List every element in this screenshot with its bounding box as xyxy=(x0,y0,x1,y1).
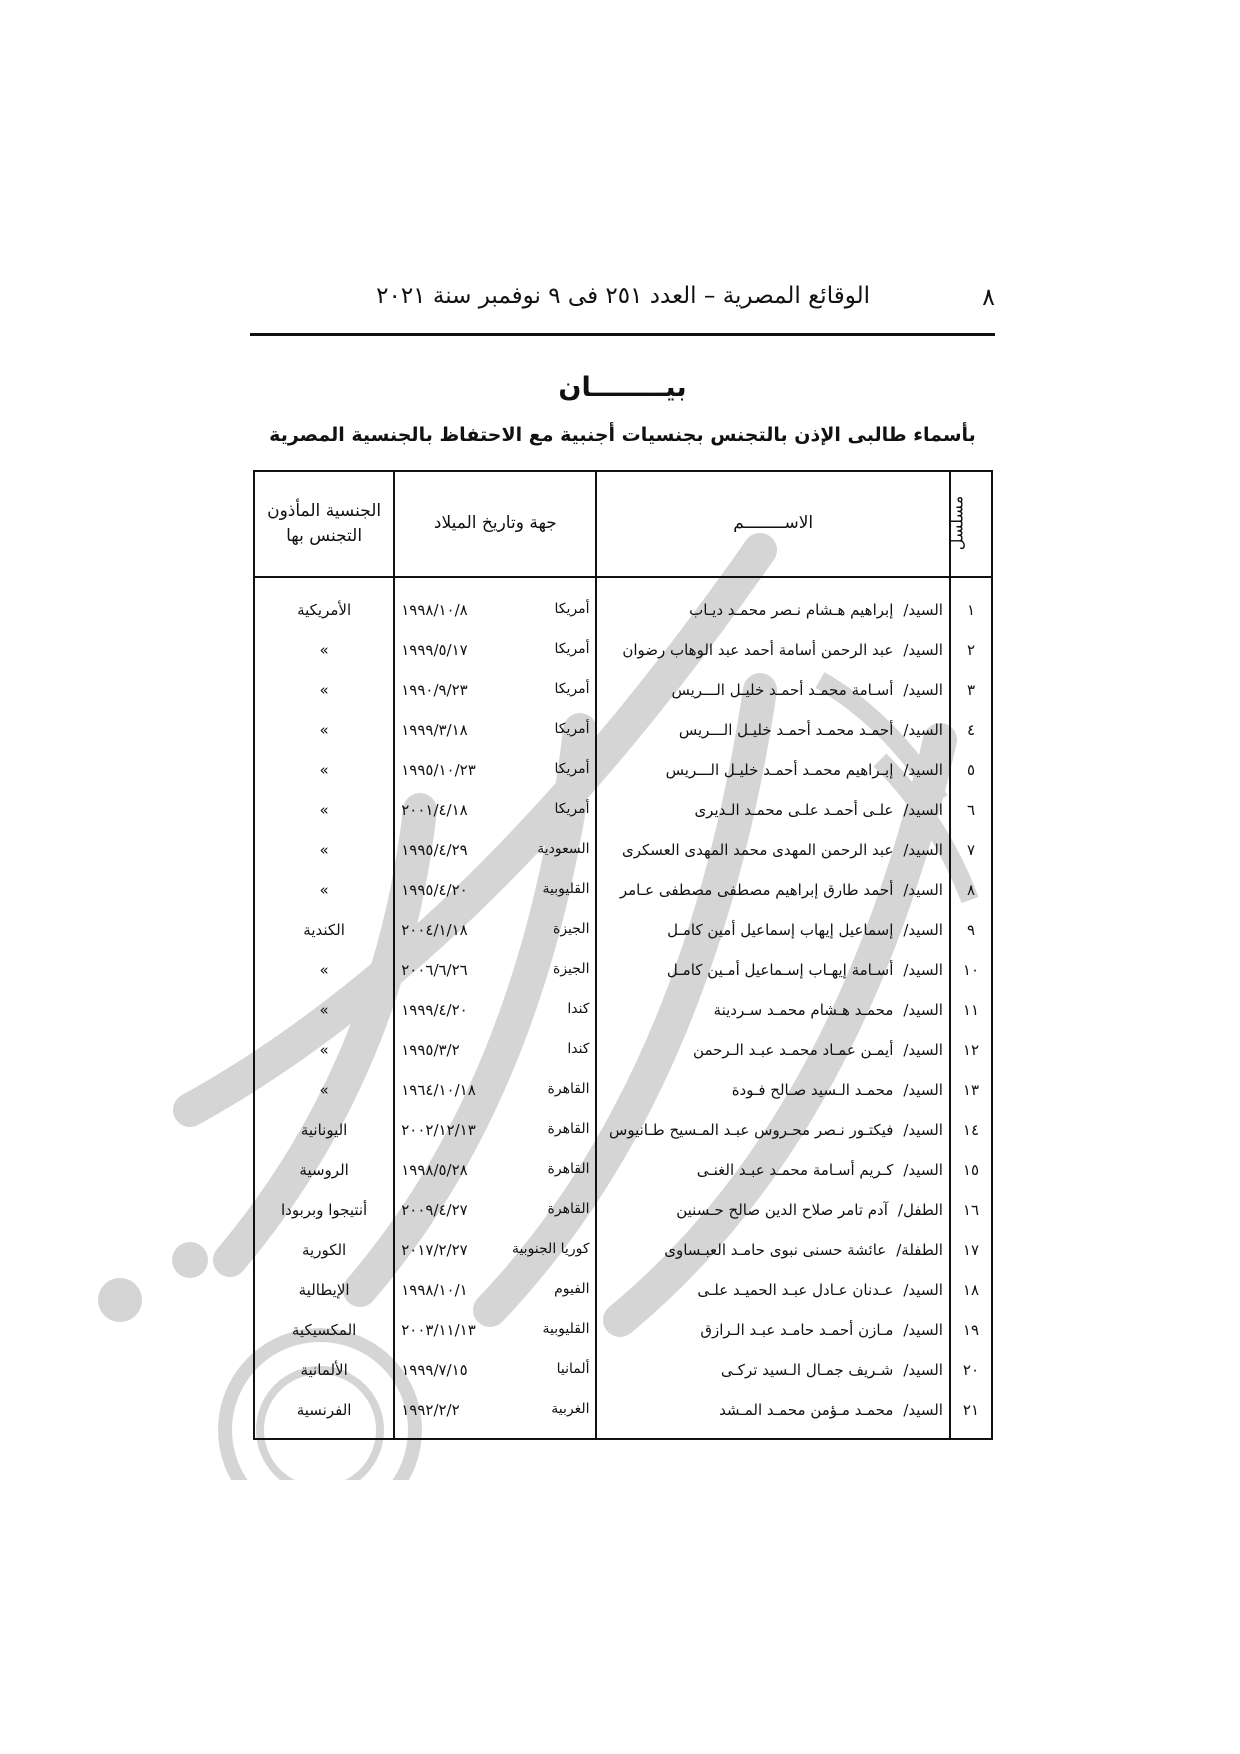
birth-cell xyxy=(394,950,596,990)
birth-date: ٢٠٠٩/٤/٢٧ xyxy=(401,1201,468,1219)
serial-cell: ٦ xyxy=(950,790,992,830)
name-cell xyxy=(596,830,949,870)
birth-place: القاهرة xyxy=(547,1081,590,1097)
table-row xyxy=(254,1230,992,1270)
honorific: السيد/ xyxy=(903,921,943,939)
birth-cell xyxy=(394,710,596,750)
applicant-name: كـريم أسـامة محمـد عبـد الغنـى xyxy=(696,1161,894,1179)
serial-cell: ٩ xyxy=(950,910,992,950)
nationality-cell: الإيطالية xyxy=(254,1270,394,1310)
nationality-cell: الألمانية xyxy=(254,1350,394,1390)
column-header-nationality: الجنسية المأذون التجنس بها xyxy=(254,471,394,577)
honorific: السيد/ xyxy=(903,641,943,659)
nationality-cell: » xyxy=(254,990,394,1030)
honorific: السيد/ xyxy=(903,961,943,979)
birth-cell xyxy=(394,830,596,870)
applicant-name: إسماعيل إيهاب إسماعيل أمين كامـل xyxy=(667,921,894,939)
name-cell xyxy=(596,1070,949,1110)
birth-cell xyxy=(394,990,596,1030)
birth-date: ١٩٩٩/٤/٢٠ xyxy=(401,1001,468,1019)
nationality-cell: » xyxy=(254,950,394,990)
applicant-name: علـى أحمـد علـى محمـد الـديرى xyxy=(694,801,894,819)
honorific: السيد/ xyxy=(903,881,943,899)
applicant-name: أسـامة إيهـاب إسـماعيل أمـين كامـل xyxy=(666,961,894,979)
birth-cell xyxy=(394,1070,596,1110)
name-cell xyxy=(596,910,949,950)
page-number: ٨ xyxy=(982,283,995,311)
name-cell xyxy=(596,1390,949,1439)
nationality-cell: » xyxy=(254,710,394,750)
honorific: السيد/ xyxy=(903,801,943,819)
table-row xyxy=(254,750,992,790)
nationality-cell: » xyxy=(254,1030,394,1070)
nationality-cell: اليونانية xyxy=(254,1110,394,1150)
name-cell xyxy=(596,1310,949,1350)
serial-cell: ١٤ xyxy=(950,1110,992,1150)
birth-date: ٢٠١٧/٢/٢٧ xyxy=(401,1241,468,1259)
serial-cell: ١١ xyxy=(950,990,992,1030)
table-row xyxy=(254,990,992,1030)
serial-cell: ٨ xyxy=(950,870,992,910)
birth-cell xyxy=(394,1150,596,1190)
birth-place: أمريكا xyxy=(554,601,590,617)
serial-cell: ١٠ xyxy=(950,950,992,990)
serial-cell: ١٩ xyxy=(950,1310,992,1350)
nationality-cell: » xyxy=(254,1070,394,1110)
serial-cell: ١٢ xyxy=(950,1030,992,1070)
name-cell xyxy=(596,990,949,1030)
serial-cell: ٧ xyxy=(950,830,992,870)
birth-date: ١٩٩٥/٤/٢٠ xyxy=(401,881,468,899)
applicant-name: محمـد مـؤمن محمـد المـشد xyxy=(719,1401,894,1419)
birth-place: السعودية xyxy=(537,841,590,857)
table-row xyxy=(254,1150,992,1190)
table-row xyxy=(254,577,992,630)
honorific: السيد/ xyxy=(903,1361,943,1379)
name-cell xyxy=(596,870,949,910)
birth-cell xyxy=(394,670,596,710)
nationality-cell: » xyxy=(254,870,394,910)
birth-place: الجيزة xyxy=(553,921,590,937)
name-cell xyxy=(596,750,949,790)
serial-cell: ٢٠ xyxy=(950,1350,992,1390)
table-row xyxy=(254,910,992,950)
nationality-cell: الأمريكية xyxy=(254,577,394,630)
document-subtitle: بأسماء طالبى الإذن بالتجنس بجنسيات أجنبية مع الاحتفاظ بالجنسية المصرية xyxy=(269,424,976,446)
serial-cell: ١٣ xyxy=(950,1070,992,1110)
name-cell xyxy=(596,630,949,670)
table-row xyxy=(254,1110,992,1150)
page-header xyxy=(250,283,995,333)
birth-date: ٢٠٠٤/١/١٨ xyxy=(401,921,468,939)
applicant-name: عائشة حسنى نبوى حامـد العبـساوى xyxy=(664,1241,887,1259)
birth-date: ١٩٩٢/٢/٢ xyxy=(401,1401,460,1419)
birth-cell xyxy=(394,1030,596,1070)
honorific: السيد/ xyxy=(903,761,943,779)
honorific: السيد/ xyxy=(903,1081,943,1099)
birth-cell xyxy=(394,1110,596,1150)
table-row xyxy=(254,1350,992,1390)
serial-cell: ١٦ xyxy=(950,1190,992,1230)
applicant-name: أسـامة محمـد أحمـد خليـل الـــريس xyxy=(671,681,894,699)
honorific: السيد/ xyxy=(903,601,943,619)
birth-date: ١٩٩٩/٣/١٨ xyxy=(401,721,468,739)
birth-place: كندا xyxy=(567,1001,590,1017)
table-row xyxy=(254,950,992,990)
birth-cell xyxy=(394,1230,596,1270)
birth-place: ألمانيا xyxy=(556,1361,590,1377)
honorific: السيد/ xyxy=(903,1121,943,1139)
nationality-cell: الكندية xyxy=(254,910,394,950)
name-cell xyxy=(596,1270,949,1310)
nationality-cell: الكورية xyxy=(254,1230,394,1270)
table-row xyxy=(254,1190,992,1230)
birth-date: ١٩٦٤/١٠/١٨ xyxy=(401,1081,476,1099)
applicant-name: أحمـد محمـد أحمـد خليـل الـــريس xyxy=(678,721,894,739)
birth-date: ٢٠٠١/٤/١٨ xyxy=(401,801,468,819)
applicant-name: عبد الرحمن أسامة أحمد عبد الوهاب رضوان xyxy=(622,641,894,659)
name-cell xyxy=(596,1030,949,1070)
serial-cell: ٥ xyxy=(950,750,992,790)
birth-date: ٢٠٠٣/١١/١٣ xyxy=(401,1321,476,1339)
table-row xyxy=(254,630,992,670)
applicant-name: أيمـن عمـاد محمـد عبـد الـرحمن xyxy=(693,1041,894,1059)
birth-place: أمريكا xyxy=(554,761,590,777)
table-row xyxy=(254,1070,992,1110)
birth-cell xyxy=(394,1270,596,1310)
birth-cell xyxy=(394,750,596,790)
birth-place: القليوبية xyxy=(542,881,590,897)
birth-cell xyxy=(394,1390,596,1439)
birth-place: أمريكا xyxy=(554,641,590,657)
column-header-birth: جهة وتاريخ الميلاد xyxy=(394,471,596,577)
applicant-name: فيكتـور نـصر محـروس عبـد المـسيح طـانيوس xyxy=(609,1121,894,1139)
birth-date: ١٩٩٥/٤/٢٩ xyxy=(401,841,468,859)
birth-place: أمريكا xyxy=(554,681,590,697)
serial-cell: ٢ xyxy=(950,630,992,670)
honorific: السيد/ xyxy=(903,1001,943,1019)
serial-cell: ٣ xyxy=(950,670,992,710)
honorific: السيد/ xyxy=(903,1401,943,1419)
applicant-name: عبد الرحمن المهدى محمد المهدى العسكرى xyxy=(622,841,894,859)
name-cell xyxy=(596,950,949,990)
gazette-header-title: الوقائع المصرية – العدد ٢٥١ فى ٩ نوفمبر سنة ٢٠٢١ xyxy=(376,283,870,309)
table-row xyxy=(254,830,992,870)
applicant-name: عـدنان عـادل عبـد الحميـد علـى xyxy=(697,1281,894,1299)
nationality-cell: الفرنسية xyxy=(254,1390,394,1439)
birth-cell xyxy=(394,1350,596,1390)
name-cell xyxy=(596,577,949,630)
name-cell xyxy=(596,710,949,750)
birth-place: أمريكا xyxy=(554,721,590,737)
nationality-cell: » xyxy=(254,630,394,670)
honorific: السيد/ xyxy=(903,1161,943,1179)
birth-cell xyxy=(394,870,596,910)
table-row xyxy=(254,710,992,750)
nationality-cell: » xyxy=(254,750,394,790)
table-row xyxy=(254,1270,992,1310)
name-cell xyxy=(596,1190,949,1230)
serial-cell: ٢١ xyxy=(950,1390,992,1439)
table-body xyxy=(254,577,992,1439)
birth-place: كوريا الجنوبية xyxy=(511,1241,590,1257)
serial-cell: ١ xyxy=(950,577,992,630)
table-header-row xyxy=(254,471,992,577)
birth-place: الغربية xyxy=(551,1401,590,1417)
applicant-name: أحمد طارق إبراهيم مصطفى مصطفى عـامر xyxy=(619,881,894,899)
applicants-table xyxy=(253,470,993,1440)
honorific: السيد/ xyxy=(903,681,943,699)
honorific: السيد/ xyxy=(903,1281,943,1299)
birth-place: القليوبية xyxy=(542,1321,590,1337)
applicant-name: مـازن أحمـد حامـد عبـد الـرازق xyxy=(700,1321,894,1339)
birth-date: ١٩٩٨/١٠/٨ xyxy=(401,601,468,619)
birth-cell xyxy=(394,790,596,830)
birth-cell xyxy=(394,630,596,670)
header-divider xyxy=(250,333,995,336)
birth-date: ١٩٩٩/٥/١٧ xyxy=(401,641,468,659)
birth-date: ١٩٩٨/١٠/١ xyxy=(401,1281,468,1299)
nationality-cell: » xyxy=(254,790,394,830)
birth-date: ١٩٩٨/٥/٢٨ xyxy=(401,1161,468,1179)
birth-place: الفيوم xyxy=(554,1281,590,1297)
column-header-name: الاســــــــم xyxy=(596,471,949,577)
table-row xyxy=(254,1390,992,1439)
name-cell xyxy=(596,1350,949,1390)
name-cell xyxy=(596,1150,949,1190)
nationality-cell: أنتيجوا وبربودا xyxy=(254,1190,394,1230)
birth-place: أمريكا xyxy=(554,801,590,817)
table-row xyxy=(254,870,992,910)
birth-place: القاهرة xyxy=(547,1161,590,1177)
table-row xyxy=(254,670,992,710)
nationality-cell: » xyxy=(254,670,394,710)
birth-place: الجيزة xyxy=(553,961,590,977)
applicant-name: شـريف جمـال الـسيد تركـى xyxy=(720,1361,894,1379)
birth-cell xyxy=(394,1190,596,1230)
serial-cell: ١٥ xyxy=(950,1150,992,1190)
applicant-name: محمـد هـشام محمـد سـردينة xyxy=(713,1001,894,1019)
table-row xyxy=(254,1030,992,1070)
applicant-name: إبراهيم هـشام نـصر محمـد ديـاب xyxy=(689,601,894,619)
name-cell xyxy=(596,790,949,830)
birth-date: ١٩٩٠/٩/٢٣ xyxy=(401,681,468,699)
nationality-cell: المكسيكية xyxy=(254,1310,394,1350)
birth-place: كندا xyxy=(567,1041,590,1057)
honorific: الطفل/ xyxy=(897,1201,943,1219)
table-row xyxy=(254,1310,992,1350)
birth-cell xyxy=(394,910,596,950)
table-row xyxy=(254,790,992,830)
applicant-name: محمـد الـسيد صـالح فـودة xyxy=(731,1081,894,1099)
birth-place: القاهرة xyxy=(547,1121,590,1137)
serial-cell: ١٧ xyxy=(950,1230,992,1270)
birth-date: ١٩٩٥/٣/٢ xyxy=(401,1041,460,1059)
nationality-cell: الروسية xyxy=(254,1150,394,1190)
birth-place: القاهرة xyxy=(547,1201,590,1217)
honorific: السيد/ xyxy=(903,1321,943,1339)
applicant-name: آدم تامر صلاح الدين صالح حـسنين xyxy=(676,1201,888,1219)
birth-date: ٢٠٠٦/٦/٢٦ xyxy=(401,961,468,979)
document-title: بيــــــــان xyxy=(558,372,687,403)
birth-date: ١٩٩٩/٧/١٥ xyxy=(401,1361,468,1379)
serial-cell: ١٨ xyxy=(950,1270,992,1310)
name-cell xyxy=(596,1230,949,1270)
name-cell xyxy=(596,670,949,710)
birth-cell xyxy=(394,577,596,630)
honorific: السيد/ xyxy=(903,721,943,739)
honorific: السيد/ xyxy=(903,841,943,859)
birth-date: ١٩٩٥/١٠/٢٣ xyxy=(401,761,476,779)
serial-cell: ٤ xyxy=(950,710,992,750)
applicant-name: إبـراهيم محمـد أحمـد خليـل الـــريس xyxy=(665,761,894,779)
name-cell xyxy=(596,1110,949,1150)
birth-date: ٢٠٠٢/١٢/١٣ xyxy=(401,1121,476,1139)
honorific: السيد/ xyxy=(903,1041,943,1059)
column-header-serial: مسلسل xyxy=(950,471,992,577)
honorific: الطفلة/ xyxy=(896,1241,943,1259)
birth-cell xyxy=(394,1310,596,1350)
nationality-cell: » xyxy=(254,830,394,870)
